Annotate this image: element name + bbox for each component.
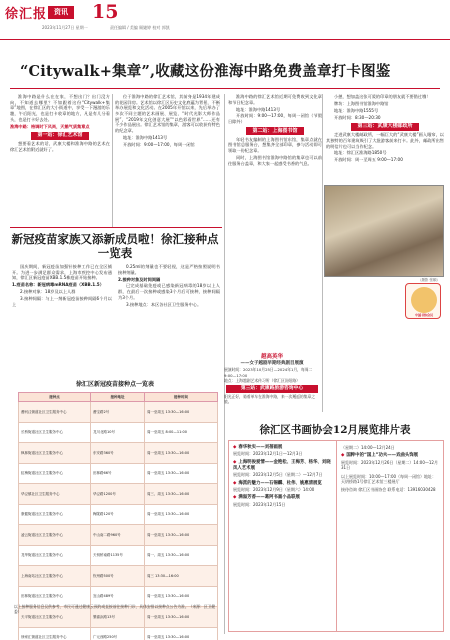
site-name-cell: 康健街道社区卫生服务中心 [19, 504, 91, 525]
table-row [19, 402, 218, 423]
exhibition-schedule-title: 徐汇区书画协会12月展览排片表 [259, 424, 411, 436]
table-row [19, 566, 218, 587]
schedule-item [233, 481, 332, 493]
schedule-left-column [228, 440, 336, 632]
schedule-item [233, 460, 332, 478]
site-name-cell: 田林街道社区卫生服务中心 [19, 586, 91, 607]
event-time: 展演时间：2023年10月25日—2024年1月，每周二9:00—17:00 [224, 367, 313, 378]
site-name-cell: 凌云街道社区卫生服务中心 [19, 525, 91, 546]
lead-hours: 开放时间：8:30—20:30 [334, 114, 381, 120]
lead-column-1 [10, 94, 110, 228]
table-row [19, 504, 218, 525]
site-address-cell: 宜山路489号 [91, 586, 145, 607]
stop-tag-3: 第三站：武康大楼邮政所 [351, 123, 418, 131]
diamond-bullet-icon: ◆ [233, 480, 237, 486]
lead-hours: 开放时间：9:00—17:00，每周一闭馆 [123, 141, 195, 147]
lead-address: 地址：淮海中路1413号 [236, 106, 281, 112]
vaccine-point: 3.接种间隔：与上一剂新冠疫苗接种间隔6个月以上 [12, 295, 112, 307]
vaccine-paragraph: 国庆期间，新冠疫苗加强针接种工作已在全区铺开。为进一步满足群众需求，上海市疾控中心发布通知，徐汇区新冠疫苗XBB.1.5株疫苗开始接种。 [12, 264, 112, 281]
schedule-item [233, 495, 332, 507]
section-label: 资讯 [48, 6, 74, 19]
page-number: 15 [92, 1, 119, 23]
site-hours-cell: 周一至周五 13:30—16:00 [144, 627, 217, 640]
section-rule [10, 227, 222, 228]
masthead [0, 0, 450, 40]
schedule-item-info: 展览时间：2023年12月15日 [233, 501, 286, 507]
lead-column-2 [115, 94, 220, 228]
lead-address: 地址：淮海中路1555号 [334, 107, 379, 113]
stop-tag-2: 第二站：上海图书馆 [246, 127, 303, 135]
schedule-item-title: 国粹中的“国上”功夫——戏曲头饰展 [346, 453, 419, 459]
site-name-cell: 枫林街道社区卫生服务中心 [19, 443, 91, 464]
lead-paragraph: 淮海中路是什么在在家，不想出门？出门没方向，不知道去哪里？不如跟着这份“Citywalk+集章”地图，在徐汇区的大小街道中，享受一下漫游的乐趣，午后阳光，也是打卡收章的地方，凡是有几分看头，也是打卡好去处。 [10, 94, 110, 122]
site-address-cell: 东安路360号 [91, 443, 145, 464]
site-name-cell: 天平街道社区卫生服务中心 [19, 607, 91, 628]
schedule-right-column [336, 440, 444, 632]
site-hours-cell: 周一至周五 13:30—16:00 [144, 402, 217, 423]
table-row [19, 627, 218, 640]
site-address-cell: 肇嘉浜路13号 [91, 607, 145, 628]
event-subtitle: ——女子越剧早期经典剧目展演 [240, 361, 304, 367]
wukang-building-photo [324, 185, 444, 283]
logo-emblem-icon [411, 287, 437, 313]
column-header: 接种地址 [91, 393, 145, 402]
schedule-item-title: 上海明俊爱情——金艳松、王梅芳、杨华、刘晓凤人艺术展 [233, 459, 331, 471]
schedule-item-info: 以上展览时间：10:00—17:00（每周一闭馆）地址：天钥桥路1号徐汇艺术馆三楼展厅 [341, 473, 437, 484]
schedule-item-info: 接待咨询 徐汇区书画协会 联系电话：13916030428 [341, 487, 436, 493]
lead-address: 地址：徐汇区淮海路1850号 [334, 150, 387, 156]
table-row [19, 422, 218, 443]
site-name-cell: 长桥街道社区卫生服务中心 [19, 422, 91, 443]
lead-paragraph: 走进武康大楼邮政所，一幅巨大的“武康大楼”画入眼帘，以其独特的百年建筑吸引了大批游客前来打卡。此外，邮政所出售的明信片也可以当作纪念。 [326, 132, 444, 149]
lead-paragraph: 年轻书友编制的上海图书馆东馆，集章点就在图书馆总服务台，想集齐全部印章，参与活动即可领取一份纪念章。 [228, 136, 322, 154]
site-address-cell: 华泾路1200号 [91, 484, 145, 505]
stop-tag-1: 第一站：徐汇艺术馆 [31, 132, 88, 140]
schedule-item-title: 春华秋实——刘蓓画展 [238, 445, 283, 450]
association-logo [405, 283, 441, 319]
vaccination-sites-table [18, 392, 218, 640]
diamond-bullet-icon: ◆ [233, 495, 237, 501]
table-row [19, 443, 218, 464]
site-hours-cell: 周一至周五 13:30—16:00 [144, 607, 217, 628]
issue-date: 2023年11月27日 星期一 [42, 25, 88, 30]
lead-address: 地址：淮海中路1413号 [123, 134, 168, 140]
photo-caption: （摄影 张顺） [417, 278, 440, 283]
diamond-bullet-icon: ◆ [233, 459, 237, 465]
schedule-item [233, 445, 332, 457]
event-title: 越高英华 [260, 354, 283, 360]
schedule-item [341, 487, 439, 492]
site-hours-cell: 周一至周五 13:30—16:00 [144, 586, 217, 607]
vaccine-paragraph: 已完成基础免疫或已感染新冠病毒的18岁以上人群，在最后一次接种或感染3个月后可接种，接种间隔为3个月。 [118, 283, 220, 300]
stop-tag-4: 第三站：武康路旅游咨询中心 [226, 385, 318, 393]
event-tail: 阳光正好，骑着单车在淮海中路，来一次邂逅的集章之旅。 [224, 393, 316, 405]
table-row [19, 463, 218, 484]
schedule-item-info: 展览时间：2023年12月5日（星期二）—12月7日 [233, 472, 323, 478]
site-name-cell: 上海南站社区卫生服务中心 [19, 566, 91, 587]
site-address-cell: 中山南二路960号 [91, 525, 145, 546]
schedule-item-title: 满溢芳香——葛阿书画小品联展 [238, 495, 300, 501]
lead-column-3 [228, 94, 322, 352]
lead-place: 牌坊：上海图书馆淮海中路馆 [334, 100, 389, 106]
site-hours-cell: 周一至周五 13:30—16:00 [144, 443, 217, 464]
site-address-cell: 漕宝路2号 [91, 402, 145, 423]
schedule-item [341, 445, 439, 450]
table-note: 以上接种服务信息仅供参考，市民可通过健康云预约或直接前往接种门诊，具体安排以接种点公告为准。（来源：区卫健委） [14, 604, 216, 615]
column-divider [112, 94, 113, 228]
schedule-item-info: 展览时间：2023年12月26日（星期二）14:00—12月31日 [341, 459, 438, 471]
brand-name: 徐汇报 [5, 7, 48, 22]
site-name-cell: 华泾镇社区卫生服务中心 [19, 484, 91, 505]
editor-credit: 责任编辑 / 美编 顾婕婷 校对 郭凯 [110, 25, 170, 30]
table-title: 徐汇区新冠疫苗接种点一览表 [75, 381, 154, 388]
site-address-cell: 田林路66号 [91, 463, 145, 484]
site-hours-cell: 周一、周五 13:30—16:00 [144, 545, 217, 566]
schedule-item-info: 展览时间：2023年12月1日—12月3日 [233, 451, 303, 457]
site-address-cell: 梅陇路120号 [91, 504, 145, 525]
main-headline: “Citywalk+集章”,收藏这份淮海中路免费盖章打卡图鉴 [20, 63, 391, 80]
site-hours-cell: 周一至周五 8:00—11:00 [144, 422, 217, 443]
lead-column-4 [326, 94, 444, 186]
site-hours-cell: 周三、周五 13:30—16:00 [144, 484, 217, 505]
logo-text: 中国书协会员 [414, 312, 433, 317]
table-header-row [19, 393, 218, 402]
vaccine-column-2 [118, 264, 220, 378]
vaccine-headline: 新冠疫苗家族又添新成员啦！徐汇接种点一览表 [11, 232, 219, 261]
lead-hours: 开放时间：9:00—17:00，每周一闭馆（节假日除外） [228, 113, 322, 125]
site-hours-cell: 周一至周五 13:30—16:00 [144, 504, 217, 525]
diamond-bullet-icon: ◆ [233, 445, 237, 450]
site-name-cell: 徐家汇街道社区卫生服务中心 [19, 627, 91, 640]
site-address-cell: 广元西路250号 [91, 627, 145, 640]
site-hours-cell: 周三 13:30—16:00 [144, 566, 217, 587]
site-address-cell: 天钥桥南路1135号 [91, 545, 145, 566]
vaccine-point: 2.接种对象：18岁及以上人群 [20, 289, 76, 295]
table-row [19, 545, 218, 566]
lead-subhead: 淮海中路：格调时下风尚，天鹅气质集章点 [10, 123, 90, 129]
vaccine-paragraph: 0.25ml的剂量也不要轻视，这是严格按照说明书接种剂量。 [118, 264, 220, 275]
table-row [19, 525, 218, 546]
lead-paragraph: 同时，上海图书馆淮海中路馆的集章也可以前往服务台盖章，和大家一起感受书香的气息。 [228, 154, 322, 166]
lead-paragraph: 淮海中路的徐汇艺术馆近期可免费收到文化章和节日纪念章。 [228, 94, 322, 105]
site-address-cell: 钦州路500号 [91, 566, 145, 587]
vaccine-paragraph: 3.接种地点：本区各社区卫生服务中心。 [126, 301, 202, 307]
vaccine-point: 1.疫苗名称：新冠病毒mRNA疫苗（XBB.1.5） [12, 282, 104, 288]
vaccine-column-1 [12, 264, 112, 378]
event-place: 地点：上海越剧艺术传习所（徐汇区汾阳路） [224, 377, 300, 383]
site-name-cell: 虹梅街道社区卫生服务中心 [19, 463, 91, 484]
site-name-cell: 漕河泾街道社区卫生服务中心 [19, 402, 91, 423]
lead-hours: 开放时间：周一至周五 9:00—17:00 [334, 157, 403, 163]
column-header: 接种时间 [144, 393, 217, 402]
diamond-bullet-icon: ◆ [341, 453, 345, 459]
table-row [19, 484, 218, 505]
schedule-item [341, 474, 439, 485]
lead-paragraph: 想要看艺术的话，武康大楼和淮海中路的艺术在徐汇艺术馆附近就好了。 [10, 141, 110, 152]
column-header: 接种点 [19, 393, 91, 402]
column-divider [322, 94, 323, 412]
schedule-item [341, 453, 439, 470]
lead-paragraph: 小憩，想加盖这张可爱的印章的朋友就不要错过哦！ [334, 94, 431, 99]
site-hours-cell: 周一至周五 13:30—16:00 [144, 463, 217, 484]
vaccine-point: 2.接种对象及时间间隔 [118, 276, 161, 282]
event-block [224, 354, 320, 404]
schedule-item-info: 展览时间：2023年12月9日（星期六）14:00 [233, 487, 315, 493]
lead-paragraph: 位于淮海中路的徐汇艺术馆，其前身是1934年建成的花园洋房。艺术馆以徐汇区历史文化底蕴为背景，不断举办展览和文化活动。在2005年开馆以来，先后举办了多次不同主题的艺术画展、展览、“时代光影大师作品展”，“2019年文化创意大展”“以色彩看世界”……还有不少作品展出。徐汇艺术馆的集章，游客可以收获有特色的纪念章。 [115, 94, 220, 134]
site-name-cell: 龙华街道社区卫生服务中心 [19, 545, 91, 566]
site-hours-cell: 周一至周五 13:30—16:00 [144, 525, 217, 546]
schedule-item-title: 海派的魅力——石锡麟、杜伟、姚惠清展览 [238, 480, 322, 486]
headline-rule [10, 88, 440, 89]
site-address-cell: 龙川北路10号 [91, 422, 145, 443]
schedule-item-info: （星期二）14:00—12月24日 [341, 445, 395, 450]
